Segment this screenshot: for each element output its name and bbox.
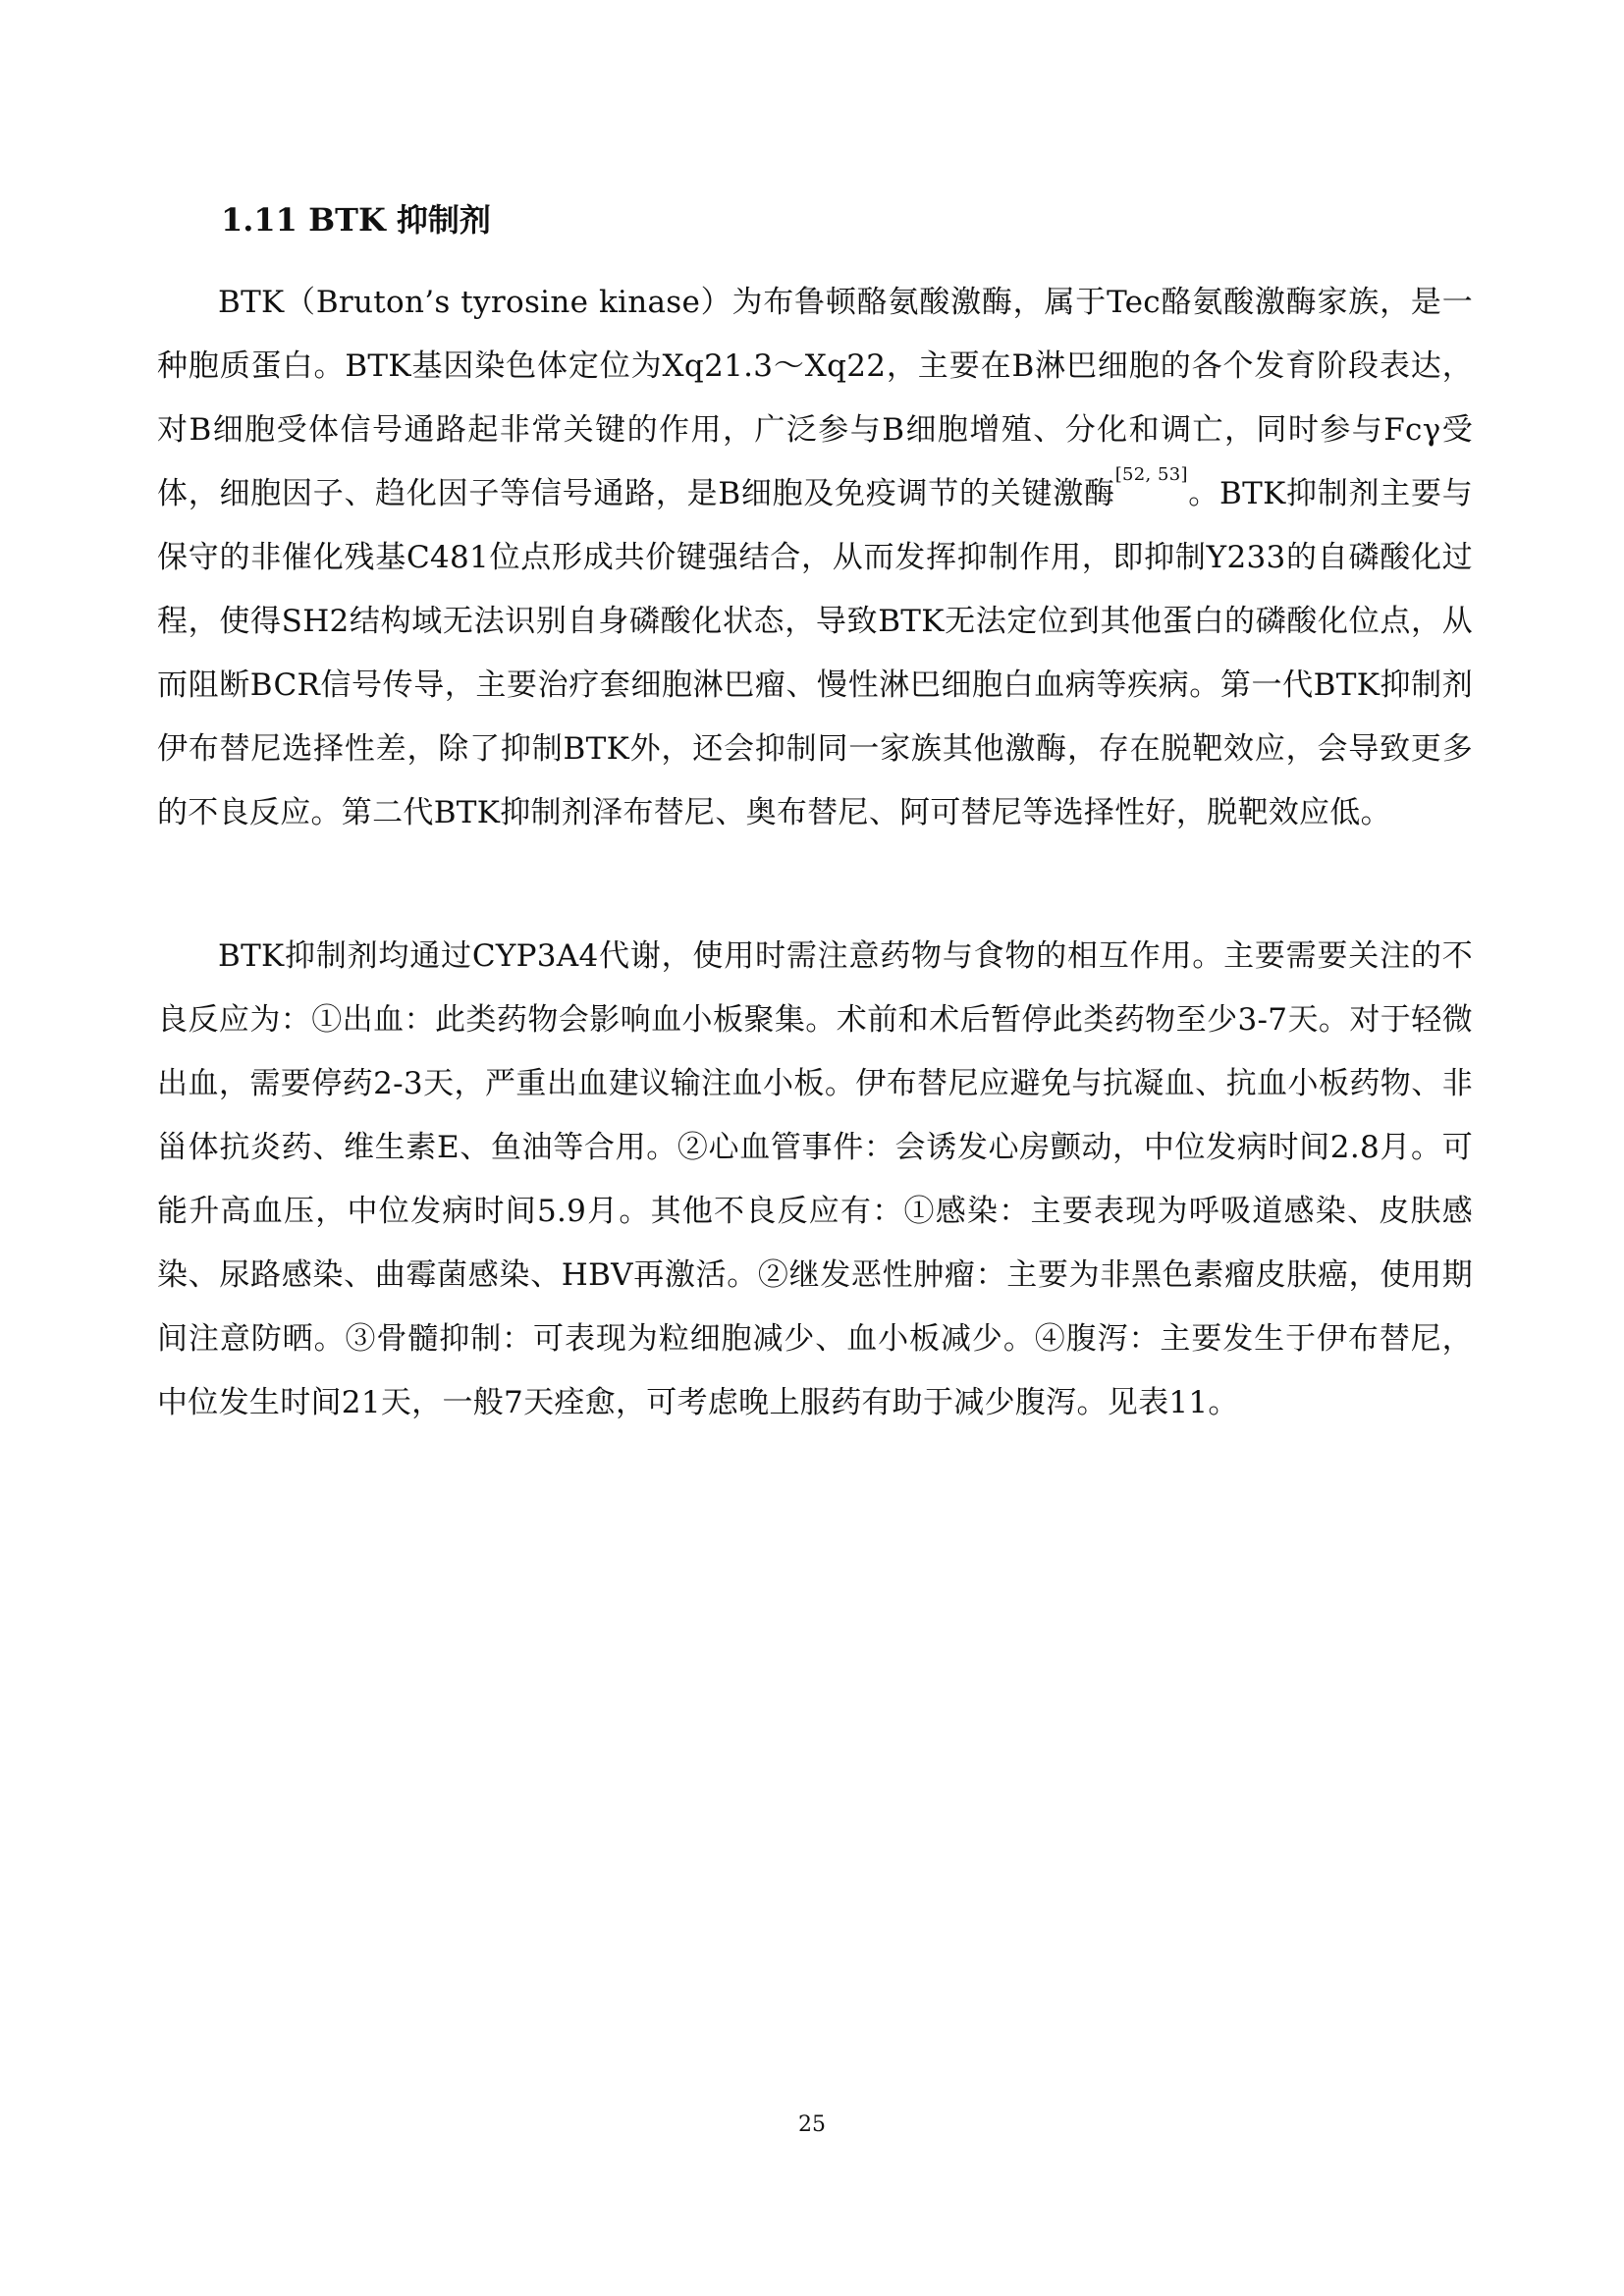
section-heading: 1.11 BTK 抑制剂 (221, 201, 491, 239)
paragraph-text: BTK（Bruton’s tyrosine kinase）为布鲁顿酪氨酸激酶，属于Tec酪氨酸激酶家族，是一种胞质蛋白。BTK基因染色体定位为Xq21.3～Xq22，主要在B淋巴细胞的各个发育阶段表达，对B细胞受体信号通路起非常关键的作用，广泛参与B细胞增殖、分化和调亡，同时参与Fcγ受体，细胞因子、趋化因子等信号通路，是B细胞及免疫调节的关键激酶 (157, 285, 1473, 511)
page-number: 25 (798, 2112, 826, 2137)
paragraph-adverse-reactions: BTK抑制剂均通过CYP3A4代谢，使用时需注意药物与食物的相互作用。主要需要关注的不良反应为：①出血：此类药物会影响血小板聚集。术前和术后暂停此类药物至少3-7天。对于轻微出血，需要停药2-3天，严重出血建议输注血小板。伊布替尼应避免与抗凝血、抗血小板药物、非甾体抗炎药、维生素E、鱼油等合用。②心血管事件：会诱发心房颤动，中位发病时间2.8月。可能升高血压，中位发病时间5.9月。其他不良反应有：①感染：主要表现为呼吸道感染、皮肤感染、尿路感染、曲霉菌感染、HBV再激活。②继发恶性肿瘤：主要为非黑色素瘤皮肤癌，使用期间注意防晒。③骨髓抑制：可表现为粒细胞减少、血小板减少。④腹泻：主要发生于伊布替尼，中位发生时间21天，一般7天痊愈，可考虑晚上服药有助于减少腹泻。见表11。 (157, 938, 1473, 1420)
paragraph-btk-definition (157, 271, 1473, 845)
paragraph-text-continued: 。BTK抑制剂主要与保守的非催化残基C481位点形成共价键强结合，从而发挥抑制作用，即抑制Y233的自磷酸化过程，使得SH2结构域无法识别自身磷酸化状态，导致BTK无法定位到其他蛋白的磷酸化位点，从而阻断BCR信号传导，主要治疗套细胞淋巴瘤、慢性淋巴细胞白血病等疾病。第一代BTK抑制剂伊布替尼选择性差，除了抑制BTK外，还会抑制同一家族其他激酶，存在脱靶效应，会导致更多的不良反应。第二代BTK抑制剂泽布替尼、奥布替尼、阿可替尼等选择性好，脱靶效应低。 (157, 476, 1473, 830)
citation-reference: [52, 53] (1114, 464, 1188, 485)
